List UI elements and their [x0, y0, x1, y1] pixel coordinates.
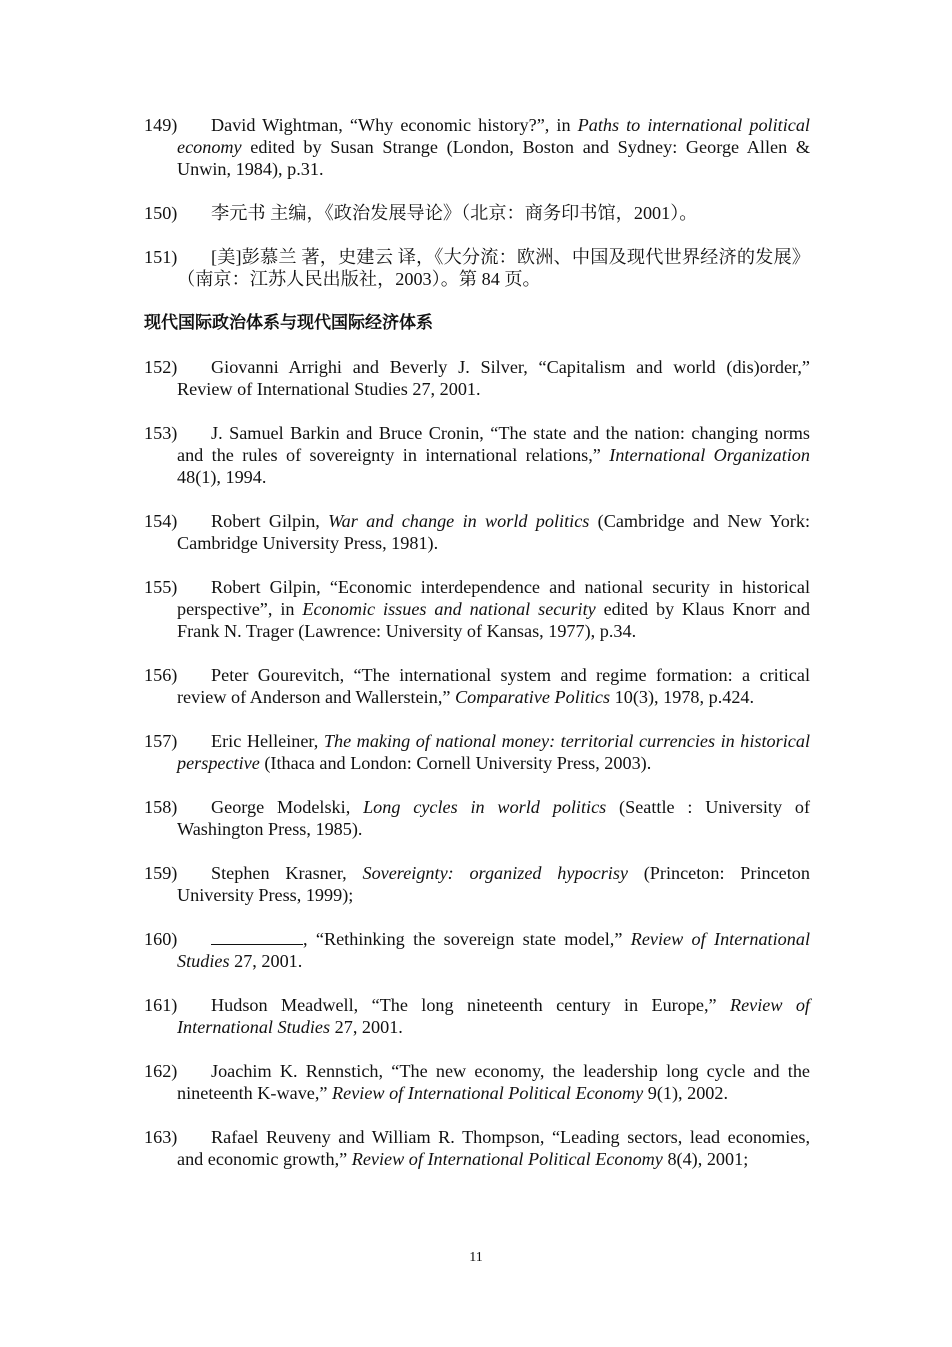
reference-title-italic: Economic issues and national security [302, 599, 596, 619]
reference-text: Robert Gilpin, “Economic interdependence and national security in historical perspective”, in [177, 577, 810, 619]
reference-entry [144, 796, 810, 840]
reference-entry [144, 664, 810, 708]
reference-number: 152) [144, 357, 178, 377]
reference-text: J. Samuel Barkin and Bruce Cronin, “The state and the nation: changing norms and the rules of sovereignty in international relations,” [177, 423, 810, 465]
reference-entry [144, 114, 810, 180]
reference-text: 48(1), 1994. [177, 467, 267, 487]
reference-text: , “Rethinking the sovereign state model,” [303, 929, 631, 949]
reference-title-italic: War and change in world politics [328, 511, 590, 531]
reference-title-italic: Comparative Politics [455, 687, 611, 707]
reference-title-italic: Paths to international political economy [177, 115, 810, 157]
reference-text: 8(4), 2001; [662, 1149, 749, 1169]
reference-title-italic: Review of International Studies [177, 995, 810, 1037]
reference-list-bottom [144, 356, 810, 1170]
reference-entry [144, 862, 810, 906]
reference-number: 158) [144, 797, 178, 817]
reference-number: 156) [144, 665, 178, 685]
reference-text: (Ithaca and London: Cornell University Press, 2003). [259, 753, 652, 773]
reference-title-italic: Review of International Political Economy [332, 1083, 644, 1103]
reference-number: 159) [144, 863, 178, 883]
reference-entry [144, 576, 810, 642]
reference-text: 李元书 主编，《政治发展导论》（北京：商务印书馆，2001）。 [211, 203, 698, 223]
reference-number: 153) [144, 423, 178, 443]
reference-text: (Princeton: Princeton University Press, 1999); [177, 863, 810, 905]
page-content [144, 114, 810, 1192]
reference-text: 10(3), 1978, p.424. [610, 687, 755, 707]
reference-title-italic: Sovereignty: organized hypocrisy [362, 863, 628, 883]
reference-entry [144, 730, 810, 774]
reference-entry [144, 202, 810, 224]
reference-number: 162) [144, 1061, 178, 1081]
reference-text: Stephen Krasner, [211, 863, 363, 883]
reference-text: Rafael Reuveny and William R. Thompson, “Leading sectors, lead economies, and economic growth,” [177, 1127, 810, 1169]
page-number: 11 [469, 1250, 483, 1265]
reference-text: Robert Gilpin, [211, 511, 329, 531]
reference-entry [144, 994, 810, 1038]
reference-number: 157) [144, 731, 178, 751]
reference-entry [144, 246, 810, 290]
reference-entry [144, 928, 810, 972]
reference-number: 151) [144, 247, 178, 267]
reference-entry [144, 356, 810, 400]
reference-text: [美]彭慕兰 著，史建云 译，《大分流：欧洲、中国及现代世界经济的发展》（南京：江苏人民出版社，2003）。第 84 页。 [177, 247, 810, 289]
reference-text: George Modelski, [211, 797, 364, 817]
reference-entry [144, 1126, 810, 1170]
reference-text: (Cambridge and New York: Cambridge University Press, 1981). [177, 511, 811, 553]
reference-text: 27, 2001. [330, 1017, 403, 1037]
reference-text: Joachim K. Rennstich, “The new economy, the leadership long cycle and the nineteenth K-wave,” [177, 1061, 810, 1103]
reference-text: 9(1), 2002. [643, 1083, 729, 1103]
reference-number: 163) [144, 1127, 178, 1147]
reference-text: Eric Helleiner, [211, 731, 324, 751]
reference-text: Giovanni Arrighi and Beverly J. Silver, “Capitalism and world (dis)order,” Review of International Studies 27, 2001. [177, 357, 810, 399]
reference-number: 154) [144, 511, 178, 531]
reference-title-italic: Review of International Political Economy [351, 1149, 663, 1169]
reference-entry [144, 1060, 810, 1104]
reference-title-italic: The making of national money: territorial currencies in historical perspective [177, 731, 810, 773]
author-repeat-line [211, 930, 303, 945]
reference-number: 150) [144, 203, 178, 223]
reference-text: David Wightman, “Why economic history?”, in [211, 115, 578, 135]
reference-list-top [144, 114, 810, 290]
reference-number: 161) [144, 995, 178, 1015]
reference-title-italic: Long cycles in world politics [363, 797, 607, 817]
reference-number: 155) [144, 577, 178, 597]
reference-text: Hudson Meadwell, “The long nineteenth century in Europe,” [211, 995, 730, 1015]
reference-entry [144, 510, 810, 554]
section-heading: 现代国际政治体系与现代国际经济体系 [144, 313, 433, 333]
reference-title-italic: Review of International Studies [177, 929, 810, 971]
reference-number: 149) [144, 115, 178, 135]
reference-text: edited by Susan Strange (London, Boston and Sydney: George Allen & Unwin, 1984), p.31. [177, 137, 810, 179]
reference-text: Peter Gourevitch, “The international system and regime formation: a critical review of Anderson and Wallerstein,” [177, 665, 810, 707]
reference-text: 27, 2001. [229, 951, 303, 971]
reference-text: edited by Klaus Knorr and Frank N. Trager (Lawrence: University of Kansas, 1977), p.34. [177, 599, 810, 641]
reference-entry [144, 422, 810, 488]
reference-title-italic: International Organization [609, 445, 810, 465]
reference-number: 160) [144, 929, 178, 949]
reference-text: (Seattle : University of Washington Press, 1985). [177, 797, 810, 839]
